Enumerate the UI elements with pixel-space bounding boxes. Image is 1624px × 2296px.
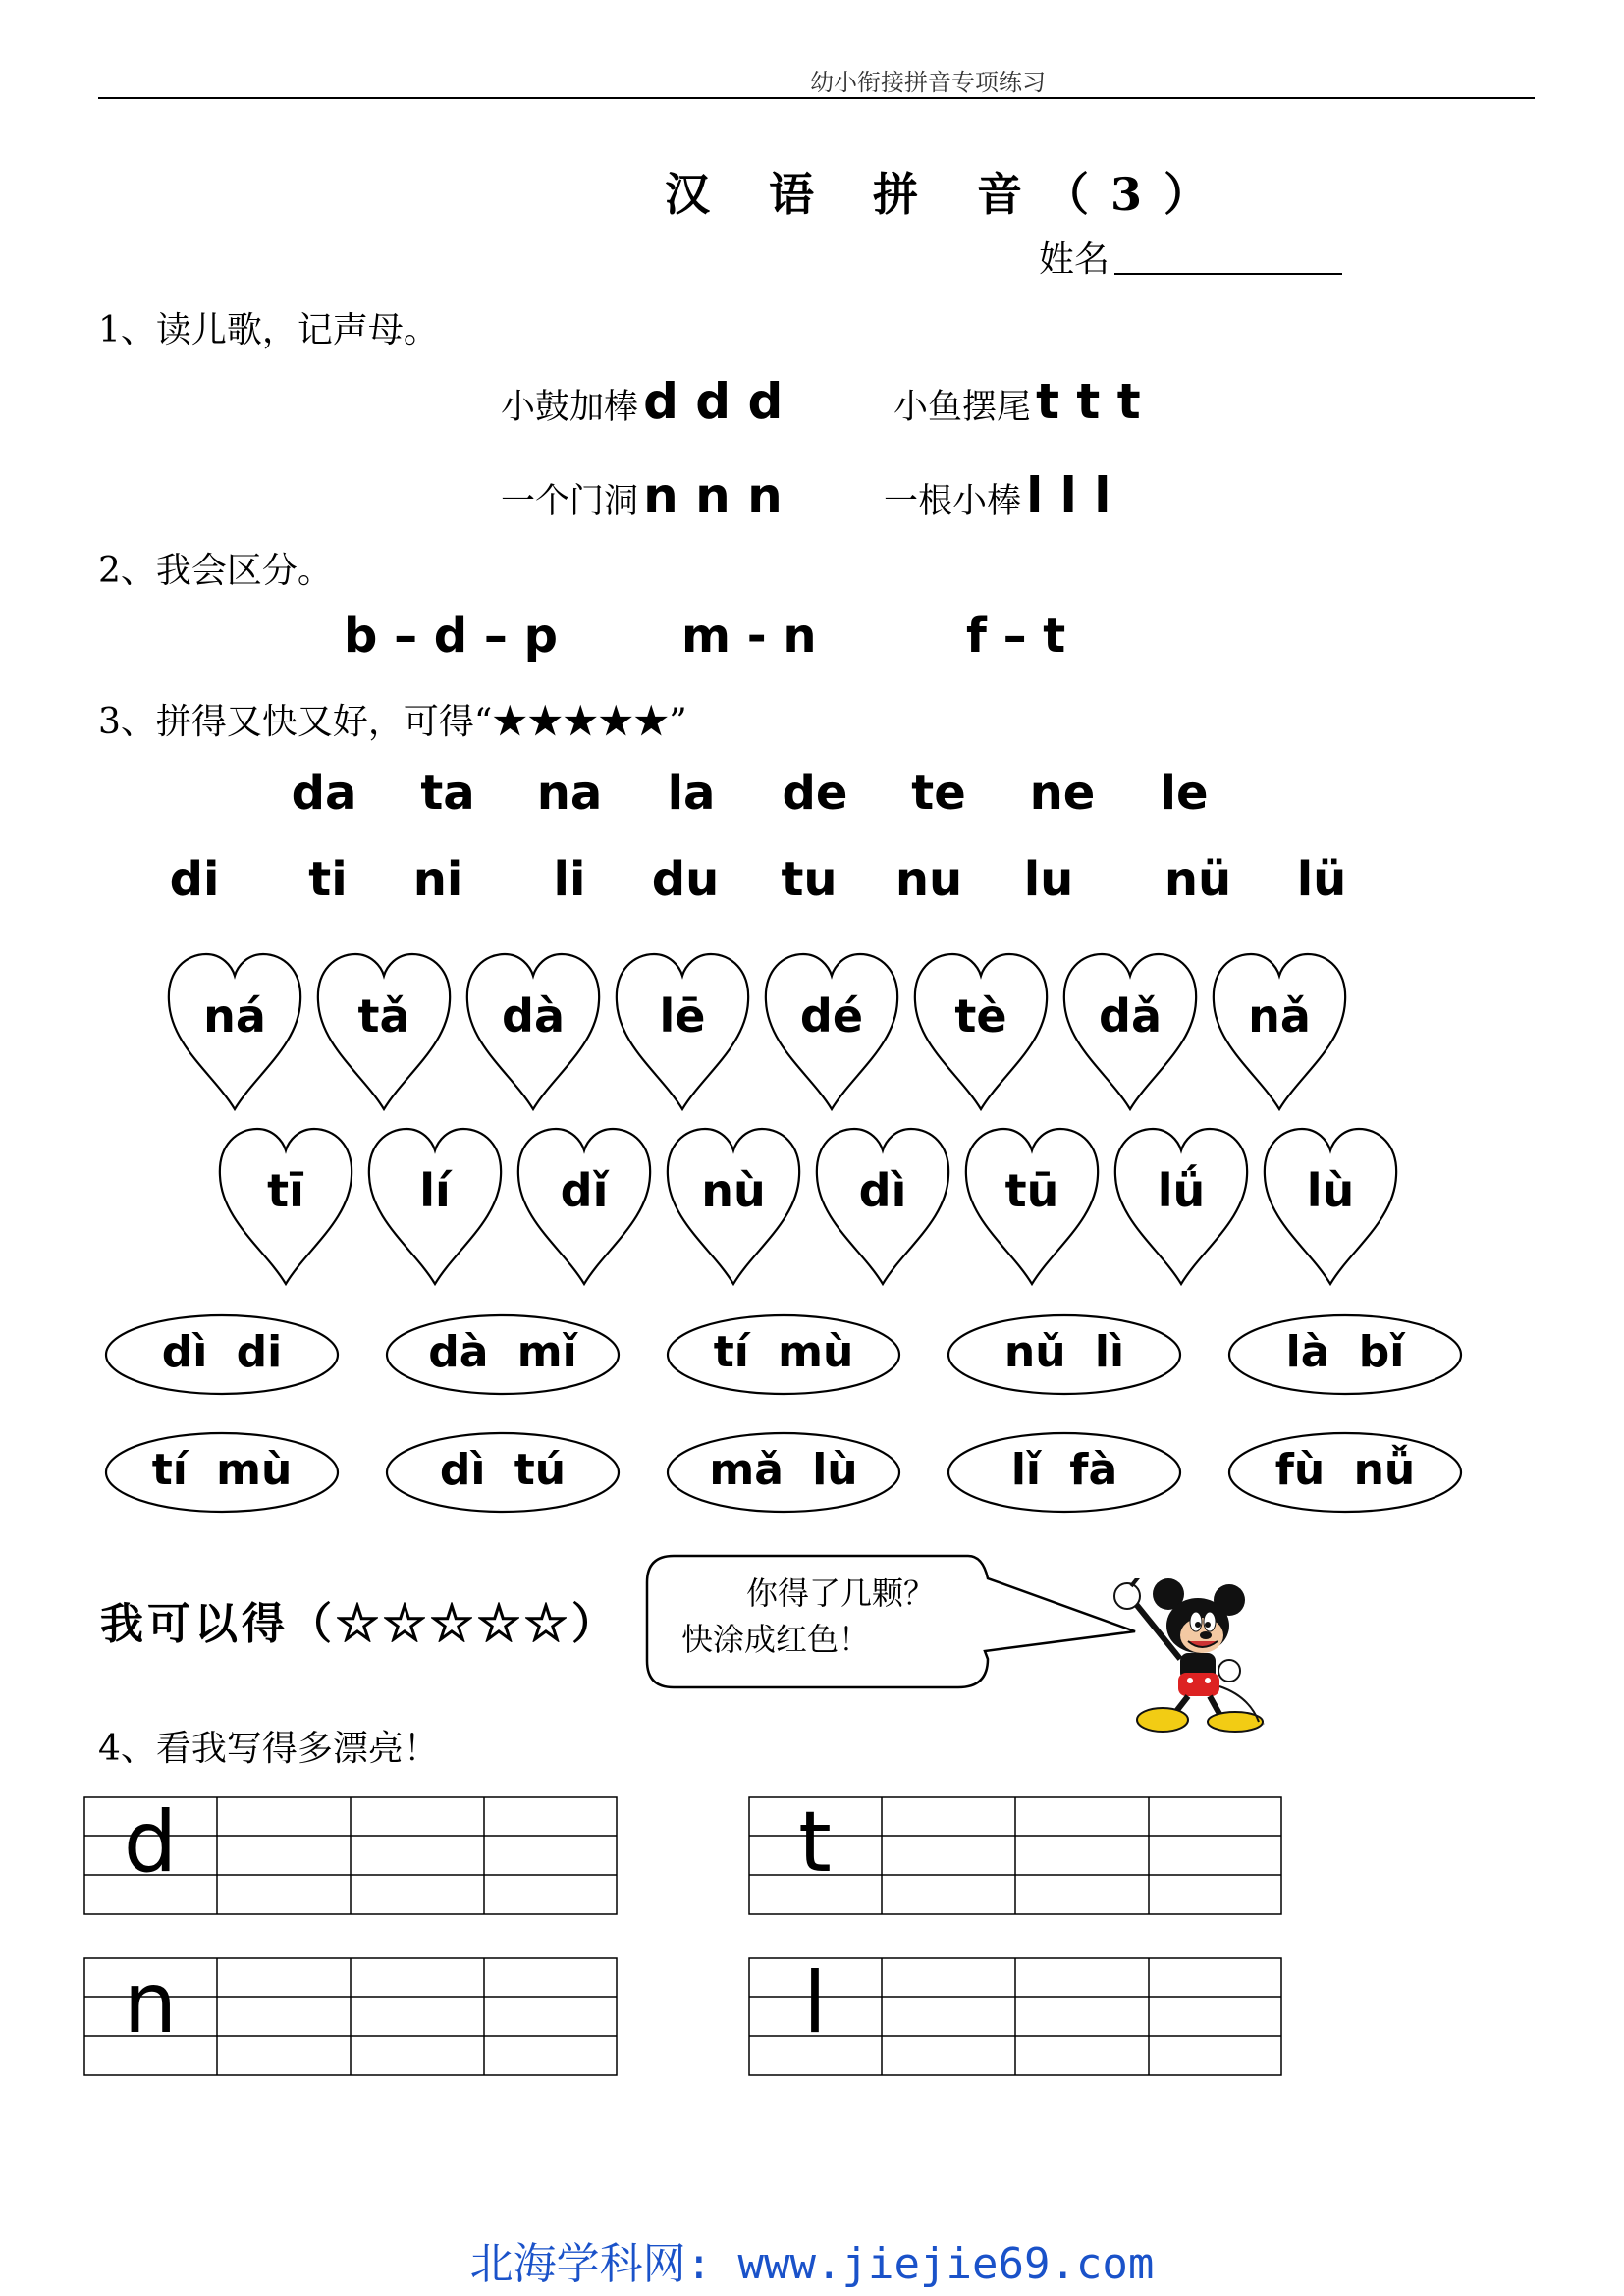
heart-syllable-card (1261, 1127, 1400, 1286)
heart-syllable-card (1111, 1127, 1251, 1286)
question-3-label: 3、拼得又快又好，可得“★★★★★” (98, 702, 687, 742)
word-pinyin: dì tú (439, 1445, 567, 1495)
question-4-label: 4、看我写得多漂亮！ (98, 1729, 439, 1769)
heart-syllable: dì (858, 1164, 907, 1217)
syllable: le (1160, 766, 1209, 821)
heart-syllable: tū (1004, 1164, 1059, 1217)
rhyme-text: 一根小棒 (884, 482, 1022, 521)
compare-group-ft: f – t (966, 609, 1066, 664)
syllable: lu (1023, 852, 1074, 907)
rhyme-letters: d d d (643, 373, 784, 430)
heart-syllable: lù (1306, 1164, 1355, 1217)
heart-syllable: ná (203, 989, 266, 1042)
grid-model-letter: d (123, 1793, 178, 1892)
syllable: nu (894, 852, 963, 907)
compare-group-bdp: b – d – p (344, 609, 558, 664)
word-pinyin: dì di (161, 1327, 283, 1377)
syllable: li (553, 852, 586, 907)
heart-syllable-card (463, 952, 603, 1111)
syllable: da (291, 766, 357, 821)
rhyme-letters: l l l (1026, 467, 1111, 524)
rhyme-1 (501, 373, 783, 430)
word-oval-card (104, 1431, 340, 1514)
grid-model-letter: n (123, 1954, 178, 2053)
syllable-row-1 (0, 766, 1624, 825)
page-header: 幼小衔接拼音专项练习 (810, 69, 1046, 96)
heart-syllable-card (962, 1127, 1102, 1286)
word-pinyin: là bǐ (1285, 1327, 1405, 1377)
syllable: ni (412, 852, 463, 907)
heart-syllable: lē (659, 989, 706, 1042)
word-oval-card (666, 1313, 901, 1396)
heart-syllable: tī (267, 1164, 304, 1217)
heart-syllable: dé (799, 989, 864, 1042)
heart-syllable-card (314, 952, 454, 1111)
word-oval-card (1227, 1431, 1463, 1514)
rhyme-3 (501, 467, 783, 524)
writing-grid[interactable] (748, 1793, 1282, 1915)
rhyme-text: 小鱼摆尾 (893, 388, 1032, 427)
footer-website: 北海学科网: www.jiejie69.com (469, 2239, 1155, 2289)
name-label: 姓名 (1039, 240, 1110, 280)
rhyme-letters: t t t (1036, 373, 1141, 430)
syllable: ta (420, 766, 475, 821)
question-1-label: 1、读儿歌，记声母。 (98, 310, 439, 350)
syllable: du (651, 852, 720, 907)
word-pinyin: lǐ fà (1010, 1445, 1118, 1495)
header-divider (98, 97, 1535, 99)
heart-syllable-card (613, 952, 752, 1111)
rhyme-letters: n n n (643, 467, 783, 524)
rhyme-text: 一个门洞 (501, 482, 639, 521)
heart-syllable: tǎ (357, 989, 410, 1042)
syllable: la (667, 766, 716, 821)
mickey-mouse-illustration (1092, 1578, 1265, 1735)
heart-syllable-card (514, 1127, 654, 1286)
rhyme-4 (884, 467, 1110, 524)
word-pinyin: fù nǚ (1274, 1445, 1416, 1495)
word-oval-card (947, 1431, 1182, 1514)
stars-label: 我可以得（☆☆☆☆☆） (100, 1599, 619, 1649)
word-oval-card (666, 1431, 901, 1514)
question-2-label: 2、我会区分。 (98, 551, 333, 591)
page-title: 汉 语 拼 音（3） (664, 168, 1231, 221)
word-oval-card (385, 1431, 621, 1514)
heart-syllable: dà (502, 989, 565, 1042)
syllable: ne (1029, 766, 1096, 821)
compare-group-mn: m - n (681, 609, 817, 664)
word-pinyin: nǔ lì (1003, 1327, 1125, 1377)
rhyme-2 (893, 373, 1141, 430)
heart-syllable: nù (701, 1164, 766, 1217)
heart-syllable-card (365, 1127, 505, 1286)
word-pinyin: tí mù (151, 1445, 293, 1495)
heart-syllable-card (1210, 952, 1349, 1111)
word-pinyin: tí mù (713, 1327, 854, 1377)
grid-model-letter: l (803, 1954, 827, 2053)
syllable: de (782, 766, 848, 821)
callout-line-1: 你得了几颗？ (746, 1575, 936, 1612)
heart-syllable: dǐ (560, 1164, 609, 1217)
heart-syllable-card (762, 952, 901, 1111)
heart-syllable: lí (419, 1164, 451, 1217)
heart-syllable-card (165, 952, 304, 1111)
grid-model-letter: t (798, 1793, 832, 1892)
syllable-row-2 (0, 852, 1624, 911)
word-oval-card (104, 1313, 340, 1396)
word-pinyin: mǎ lù (709, 1445, 858, 1495)
rhyme-text: 小鼓加棒 (501, 388, 639, 427)
word-pinyin: dà mǐ (428, 1327, 577, 1377)
syllable: nü (1164, 852, 1232, 907)
syllable: tu (781, 852, 838, 907)
heart-syllable-card (664, 1127, 803, 1286)
word-oval-card (947, 1313, 1182, 1396)
heart-syllable: tè (954, 989, 1007, 1042)
heart-syllable: lǘ (1157, 1164, 1206, 1217)
heart-syllable-card (911, 952, 1051, 1111)
callout-line-2: 快涂成红色！ (681, 1621, 871, 1658)
word-oval-card (385, 1313, 621, 1396)
syllable: te (911, 766, 966, 821)
heart-syllable-card (216, 1127, 355, 1286)
syllable: na (536, 766, 603, 821)
name-blank-line[interactable] (1114, 273, 1342, 275)
heart-syllable-card (1060, 952, 1200, 1111)
writing-grid[interactable] (748, 1954, 1282, 2076)
heart-syllable: nǎ (1248, 989, 1311, 1042)
syllable: di (169, 852, 220, 907)
writing-grid[interactable] (83, 1954, 618, 2076)
syllable: lü (1296, 852, 1347, 907)
syllable: ti (308, 852, 348, 907)
word-oval-card (1227, 1313, 1463, 1396)
heart-syllable: dǎ (1099, 989, 1162, 1042)
writing-grid[interactable] (83, 1793, 618, 1915)
heart-syllable-card (813, 1127, 952, 1286)
